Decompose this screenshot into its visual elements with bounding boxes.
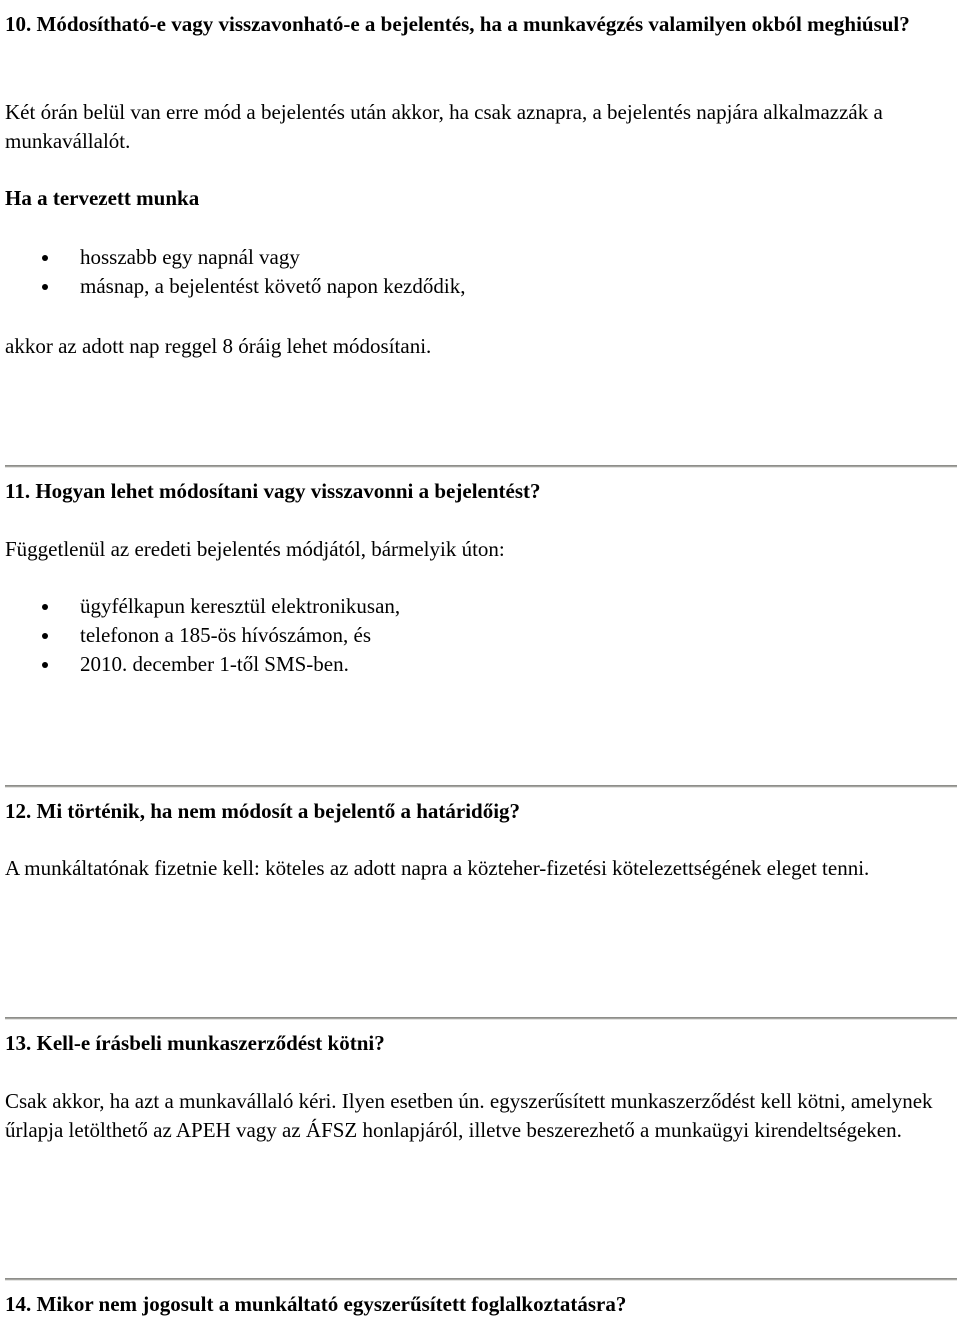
section-divider [5,785,957,788]
q12-heading: 12. Mi történik, ha nem módosít a bejelentő a határidőig? [5,799,521,823]
q13-paragraph-1: Csak akkor, ha azt a munkavállaló kéri. Ilyen esetben ún. egyszerűsített munkaszerződést kell kötni, amelynek űrlapja letölthető az APEH vagy az ÁFSZ honlapjáról, illetve beszerezhető a munkaügyi kirendeltségeken. [5,1089,933,1142]
q11-heading: 11. Hogyan lehet módosítani vagy visszavonni a bejelentést? [5,479,541,503]
q13-heading: 13. Kell-e írásbeli munkaszerződést kötni? [5,1031,385,1055]
bullet-icon [42,633,48,639]
q11-bullet-list [0,592,400,679]
section-divider [5,1017,957,1020]
list-item [0,650,400,679]
list-item [0,243,465,272]
bullet-icon [42,284,48,290]
list-item-text: ügyfélkapun keresztül elektronikusan, [80,594,401,618]
q10-paragraph-1: Két órán belül van erre mód a bejelentés után akkor, ha csak aznapra, a bejelentés napjára alkalmazzák a munkavállalót. [5,100,883,153]
q14-heading: 14. Mikor nem jogosult a munkáltató egyszerűsített foglalkoztatásra? [5,1292,627,1316]
section-divider [5,465,957,468]
list-item-text: másnap, a bejelentést követő napon kezdődik, [80,274,466,298]
section-divider [5,1278,957,1281]
q11-paragraph-1: Függetlenül az eredeti bejelentés módjától, bármelyik úton: [5,537,505,561]
list-item-text: 2010. december 1-től SMS-ben. [80,652,349,676]
list-item [0,592,400,621]
q12-paragraph-1: A munkáltatónak fizetnie kell: köteles az adott napra a közteher-fizetési kötelezettségének eleget tenni. [5,856,870,880]
list-item-text: telefonon a 185-ös hívószámon, és [80,623,372,647]
bullet-icon [42,662,48,668]
q10-paragraph-3: akkor az adott nap reggel 8 óráig lehet módosítani. [5,334,432,358]
list-item-text: hosszabb egy napnál vagy [80,245,300,269]
q10-bullet-list [0,243,465,301]
list-item [0,621,400,650]
bullet-icon [42,604,48,610]
q10-heading: 10. Módosítható-e vagy visszavonható-e a bejelentés, ha a munkavégzés valamilyen okból meghiúsul? [5,12,910,36]
q10-paragraph-2: Ha a tervezett munka [5,186,200,210]
bullet-icon [42,255,48,261]
list-item [0,272,465,301]
